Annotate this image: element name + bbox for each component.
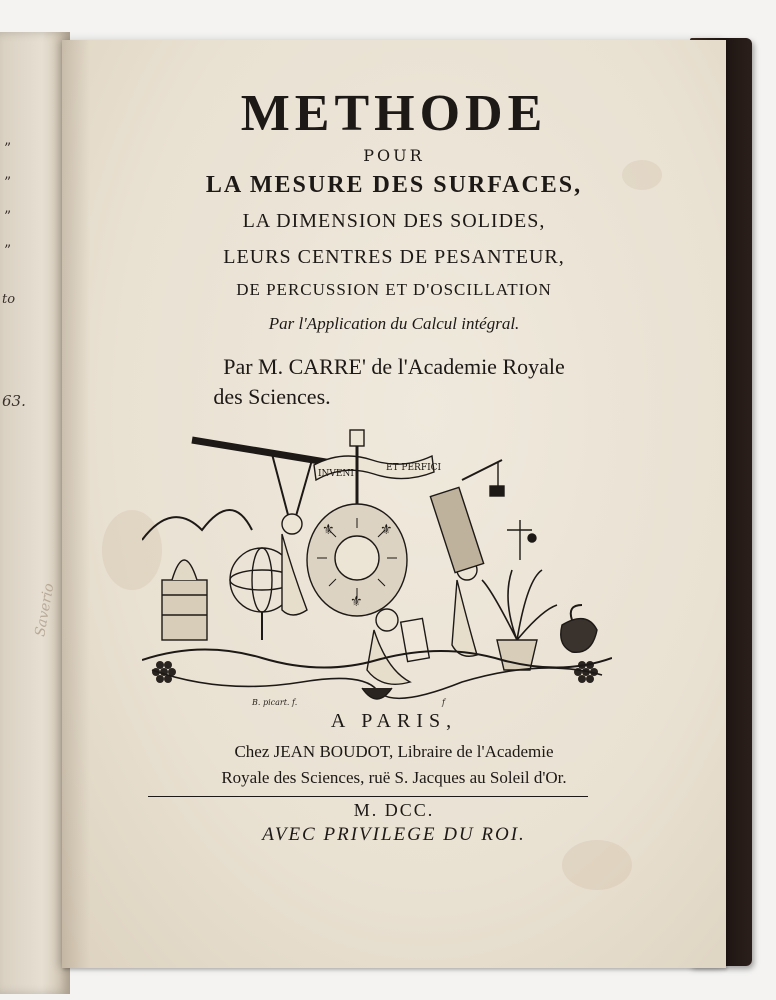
left-page bbox=[0, 32, 70, 994]
privilege-line: AVEC PRIVILEGE DU ROI. bbox=[262, 824, 526, 845]
author-line: Par M. CARRE' de l'Academie Royale bbox=[223, 354, 565, 379]
svg-text:⚜: ⚜ bbox=[322, 522, 335, 538]
book-title: METHODE bbox=[240, 85, 548, 142]
cherub-figure-center bbox=[367, 609, 429, 684]
imprint-year: M. DCC. bbox=[353, 800, 435, 820]
imprint-rule bbox=[148, 796, 588, 797]
title-page bbox=[62, 40, 726, 968]
svg-text:⚜: ⚜ bbox=[380, 522, 393, 538]
left-mark: ” bbox=[4, 209, 12, 225]
left-page-marks bbox=[4, 132, 11, 268]
drawing-board bbox=[430, 487, 483, 572]
left-mark: ” bbox=[4, 175, 12, 191]
title-line-pour: POUR bbox=[363, 146, 425, 165]
title-line-application: Par l'Application du Calcul intégral. bbox=[268, 314, 520, 333]
svg-text:⚜: ⚜ bbox=[350, 594, 363, 610]
left-page-signature: Saverio bbox=[32, 582, 58, 638]
title-line-solides: LA DIMENSION DES SOLIDES, bbox=[242, 210, 546, 232]
motto-right: ET PERFICI bbox=[386, 463, 442, 473]
left-mark: ” bbox=[4, 243, 12, 259]
motto-left: INVENI bbox=[318, 469, 354, 479]
title-line-percussion: DE PERCUSSION ET D'OSCILLATION bbox=[236, 280, 552, 299]
imprint-printer: Chez JEAN BOUDOT, Libraire de l'Academie bbox=[234, 742, 554, 761]
imprint-address: Royale des Sciences, ruë S. Jacques au Soleil d'Or. bbox=[221, 768, 567, 787]
engraver-mark: f bbox=[442, 698, 445, 707]
imprint-city: A PARIS, bbox=[330, 710, 458, 732]
left-glyph: to bbox=[2, 292, 16, 307]
engraved-vignette bbox=[142, 420, 612, 710]
potted-plant bbox=[482, 570, 557, 670]
title-line-surfaces: LA MESURE DES SURFACES, bbox=[205, 172, 583, 198]
title-line-centres: LEURS CENTRES DE PESANTEUR, bbox=[223, 246, 565, 268]
left-page-number: 63. bbox=[2, 392, 26, 410]
left-mark: ” bbox=[4, 141, 12, 157]
author-line-2: des Sciences. bbox=[213, 384, 331, 409]
goat-head-ornament bbox=[561, 605, 597, 652]
foxing-stain bbox=[562, 840, 632, 890]
cherub-figure-right bbox=[452, 560, 477, 656]
engraver-signature: B. picart. f. bbox=[252, 698, 298, 707]
cherub-figure-left bbox=[282, 514, 307, 615]
